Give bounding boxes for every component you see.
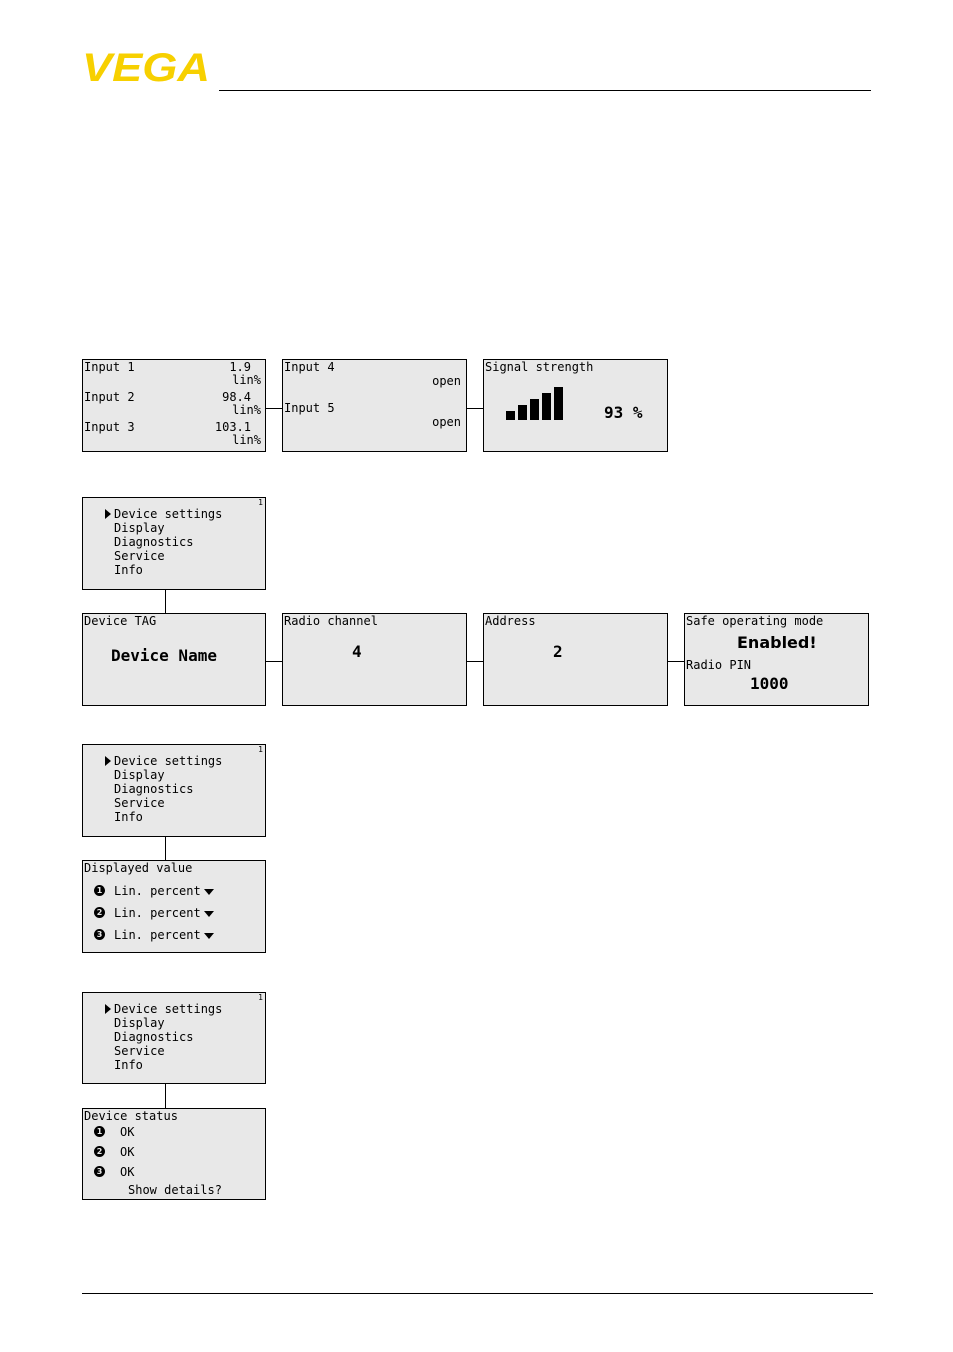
device-tag-value: Device Name bbox=[111, 646, 217, 665]
status-value: OK bbox=[120, 1165, 135, 1179]
screen-values-inputs-4-5 bbox=[282, 359, 467, 452]
input-value: 103.1 bbox=[214, 420, 251, 434]
radio-pin-value: 1000 bbox=[750, 674, 789, 693]
select-value: Lin. percent bbox=[114, 906, 201, 920]
input-label: Input 5 bbox=[284, 401, 335, 415]
footer-rule bbox=[82, 1293, 873, 1294]
menu-item-device-settings[interactable]: Device settings bbox=[114, 1002, 223, 1016]
connector bbox=[165, 1084, 166, 1108]
screen-title: Device status bbox=[84, 1109, 178, 1123]
signal-percent: 93 % bbox=[604, 403, 643, 422]
page-number: 1 bbox=[258, 498, 263, 507]
screen-title: Safe operating mode bbox=[686, 614, 824, 628]
channel-number-icon: 3 bbox=[94, 929, 105, 940]
input-unit: lin% bbox=[232, 373, 261, 387]
vega-logo bbox=[82, 50, 212, 84]
screen-title: Signal strength bbox=[485, 360, 594, 374]
connector bbox=[165, 590, 166, 613]
input-value: 1.9 bbox=[229, 360, 251, 374]
address-value: 2 bbox=[553, 642, 563, 661]
status-value: OK bbox=[120, 1125, 135, 1139]
screen-main-menu bbox=[82, 497, 266, 590]
connector bbox=[266, 661, 282, 662]
connector bbox=[668, 661, 684, 662]
header-rule bbox=[219, 90, 871, 91]
dropdown-arrow-icon bbox=[204, 933, 214, 939]
input-label: Input 4 bbox=[284, 360, 335, 374]
signal-bar bbox=[542, 393, 551, 420]
selection-arrow-icon bbox=[105, 1004, 111, 1014]
menu-item-display[interactable]: Display bbox=[114, 768, 165, 782]
screen-main-menu bbox=[82, 744, 266, 837]
menu-item-diagnostics[interactable]: Diagnostics bbox=[114, 782, 194, 796]
menu-item-diagnostics[interactable]: Diagnostics bbox=[114, 535, 194, 549]
radio-pin-label: Radio PIN bbox=[686, 658, 752, 672]
screen-title: Radio channel bbox=[284, 614, 378, 628]
channel-number-icon: 1 bbox=[94, 885, 105, 896]
menu-item-display[interactable]: Display bbox=[114, 1016, 165, 1030]
input-label: Input 3 bbox=[84, 420, 135, 434]
input-label: Input 1 bbox=[84, 360, 135, 374]
menu-item-service[interactable]: Service bbox=[114, 549, 165, 563]
page-number: 1 bbox=[258, 993, 263, 1002]
screen-device-status bbox=[82, 1108, 266, 1200]
safe-mode-value: Enabled! bbox=[737, 633, 817, 652]
page-number: 1 bbox=[258, 745, 263, 754]
select-value: Lin. percent bbox=[114, 884, 201, 898]
input-value: open bbox=[432, 415, 461, 429]
connector bbox=[165, 837, 166, 860]
displayed-value-select[interactable] bbox=[114, 885, 214, 898]
screen-values-inputs-1-3 bbox=[82, 359, 266, 452]
signal-bar bbox=[530, 399, 539, 420]
menu-item-device-settings[interactable]: Device settings bbox=[114, 754, 223, 768]
input-unit: lin% bbox=[232, 403, 261, 417]
screen-displayed-value bbox=[82, 860, 266, 953]
show-details-link[interactable]: Show details? bbox=[128, 1183, 222, 1197]
select-value: Lin. percent bbox=[114, 928, 201, 942]
menu-item-service[interactable]: Service bbox=[114, 1044, 165, 1058]
selection-arrow-icon bbox=[105, 756, 111, 766]
screen-title: Device TAG bbox=[84, 614, 157, 628]
screen-signal-strength bbox=[483, 359, 668, 452]
menu-item-display[interactable]: Display bbox=[114, 521, 165, 535]
screen-device-tag bbox=[82, 613, 266, 706]
connector bbox=[467, 661, 483, 662]
menu-item-service[interactable]: Service bbox=[114, 796, 165, 810]
dropdown-arrow-icon bbox=[204, 911, 214, 917]
connector bbox=[467, 408, 483, 409]
status-value: OK bbox=[120, 1145, 135, 1159]
menu-item-info[interactable]: Info bbox=[114, 810, 143, 824]
menu-item-info[interactable]: Info bbox=[114, 1058, 143, 1072]
menu-item-device-settings[interactable]: Device settings bbox=[114, 507, 223, 521]
connector bbox=[266, 408, 282, 409]
input-value: open bbox=[432, 374, 461, 388]
signal-bar bbox=[506, 411, 515, 420]
screen-main-menu bbox=[82, 992, 266, 1084]
input-unit: lin% bbox=[232, 433, 261, 447]
menu-item-info[interactable]: Info bbox=[114, 563, 143, 577]
screen-safe-operating-mode bbox=[684, 613, 869, 706]
displayed-value-select[interactable] bbox=[114, 907, 214, 920]
screen-address bbox=[483, 613, 668, 706]
channel-number-icon: 1 bbox=[94, 1126, 105, 1137]
displayed-value-select[interactable] bbox=[114, 929, 214, 942]
signal-bar bbox=[518, 405, 527, 420]
channel-number-icon: 2 bbox=[94, 907, 105, 918]
input-value: 98.4 bbox=[222, 390, 251, 404]
selection-arrow-icon bbox=[105, 509, 111, 519]
svg-text:VEGA: VEGA bbox=[82, 50, 210, 84]
channel-number-icon: 3 bbox=[94, 1166, 105, 1177]
radio-channel-value: 4 bbox=[352, 642, 362, 661]
channel-number-icon: 2 bbox=[94, 1146, 105, 1157]
menu-item-diagnostics[interactable]: Diagnostics bbox=[114, 1030, 194, 1044]
screen-title: Address bbox=[485, 614, 536, 628]
screen-radio-channel bbox=[282, 613, 467, 706]
dropdown-arrow-icon bbox=[204, 889, 214, 895]
screen-title: Displayed value bbox=[84, 861, 193, 875]
input-label: Input 2 bbox=[84, 390, 135, 404]
signal-bar bbox=[554, 387, 563, 420]
